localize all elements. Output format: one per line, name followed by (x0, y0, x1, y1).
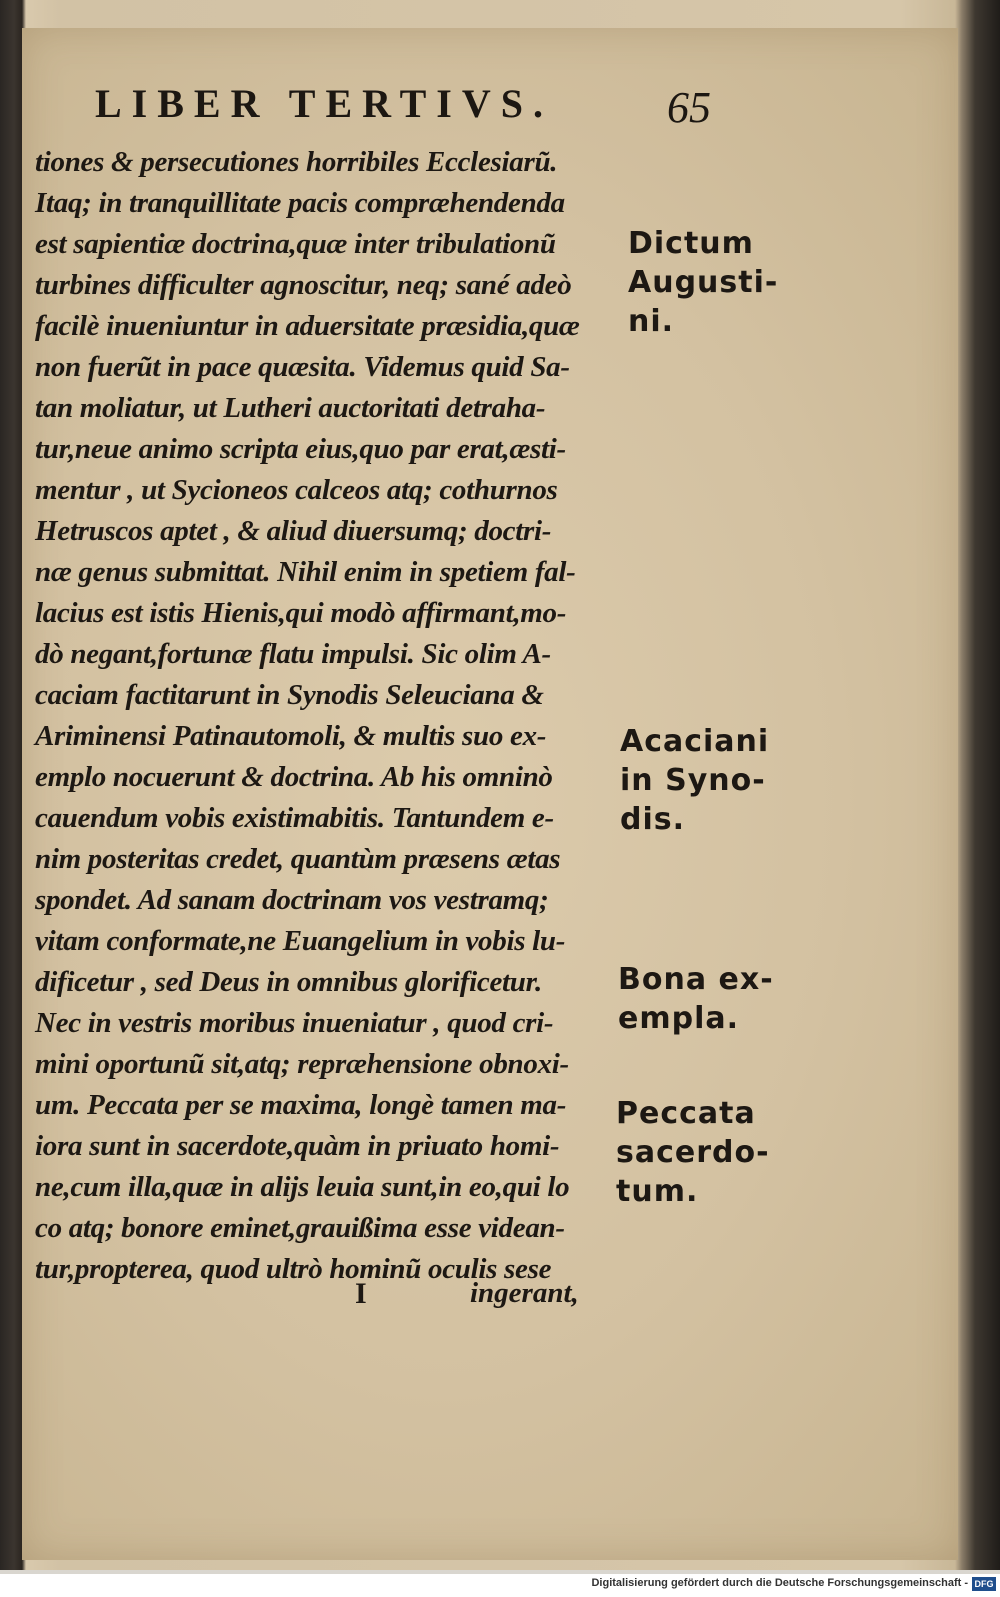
text-line: næ genus submittat. Nihil enim in spetiem fal- (35, 556, 576, 588)
text-line: dificetur , sed Deus in omnibus glorificetur. (35, 966, 542, 998)
page-header (95, 80, 735, 140)
marginal-note-line: Acaciani (620, 724, 770, 759)
text-line: cauendum vobis existimabitis. Tantundem e- (35, 802, 554, 834)
digitization-footer (0, 1574, 1000, 1597)
text-line: mentur , ut Sycioneos calceos atq; cothurnos (35, 474, 558, 506)
signature-mark: I (355, 1277, 367, 1310)
text-line: est sapientiæ doctrina,quæ inter tribulationũ (35, 228, 556, 260)
text-line: Nec in vestris moribus inueniatur , quod cri- (35, 1007, 554, 1039)
text-line: ne,cum illa,quæ in alijs leuia sunt,in eo,qui lo (35, 1171, 570, 1203)
text-line: tur,neue animo scripta eius,quo par erat,æsti- (35, 433, 566, 465)
text-line: facilè inueniuntur in aduersitate præsidia,quæ (35, 310, 580, 342)
marginal-note-line: Bona ex- (618, 962, 774, 997)
text-line: caciam factitarunt in Synodis Seleuciana & (35, 679, 544, 711)
text-line: nim posteritas credet, quantùm præsens ætas (35, 843, 561, 875)
text-line: co atq; bonore eminet,grauißima esse videan- (35, 1212, 565, 1244)
body-text (35, 142, 615, 1290)
marginal-note-line: empla. (618, 1001, 740, 1036)
text-line: iora sunt in sacerdote,quàm in priuato homi- (35, 1130, 560, 1162)
running-title: LIBER TERTIVS. (95, 81, 553, 126)
footer-credit: Digitalisierung gefördert durch die Deutsche Forschungsgemeinschaft - (591, 1577, 968, 1589)
text-line: turbines difficulter agnoscitur, neq; sané adeò (35, 269, 572, 301)
text-line: tiones & persecutiones horribiles Ecclesiarũ. (35, 146, 558, 178)
marginal-note-bona-exempla (618, 960, 774, 1038)
dfg-logo: DFG (972, 1577, 996, 1591)
text-line: Hetruscos aptet , & aliud diuersumq; doctri- (35, 515, 552, 547)
text-line: spondet. Ad sanam doctrinam vos vestramq; (35, 884, 549, 916)
text-line: tan moliatur, ut Lutheri auctoritati detraha- (35, 392, 546, 424)
marginal-note-acaciani (620, 722, 769, 839)
text-line: lacius est istis Hienis,qui modò affirmant,mo- (35, 597, 567, 629)
marginal-note-line: in Syno- (620, 763, 766, 798)
text-line: emplo nocuerunt & doctrina. Ab his omninò (35, 761, 553, 793)
marginal-note-line: Peccata (616, 1096, 756, 1131)
text-line: Itaq; in tranquillitate pacis compræhendenda (35, 187, 565, 219)
text-line: vitam conformate,ne Euangelium in vobis lu- (35, 925, 566, 957)
marginal-note-line: Dictum (628, 226, 754, 261)
text-line: mini oportunũ sit,atq; repræhensione obnoxi- (35, 1048, 569, 1080)
marginal-note-line: Augusti- (628, 265, 779, 300)
text-line: Ariminensi Patinautomoli, & multis suo ex- (35, 720, 547, 752)
text-line: dò negant,fortunæ flatu impulsi. Sic olim A- (35, 638, 551, 670)
text-line: tur,propterea, quod ultrò hominũ oculis sese (35, 1253, 552, 1285)
text-line: non fuerũt in pace quæsita. Videmus quid Sa- (35, 351, 570, 383)
text-line: um. Peccata per se maxima, longè tamen ma- (35, 1089, 567, 1121)
marginal-note-line: sacerdo- (616, 1135, 770, 1170)
marginal-note-peccata (616, 1094, 770, 1211)
marginal-note-dictum (628, 224, 778, 341)
page-number: 65 (667, 83, 711, 132)
marginal-note-line: tum. (616, 1174, 699, 1209)
marginal-note-line: dis. (620, 802, 686, 837)
marginal-note-line: ni. (628, 304, 675, 339)
catchword: ingerant, (470, 1277, 579, 1309)
